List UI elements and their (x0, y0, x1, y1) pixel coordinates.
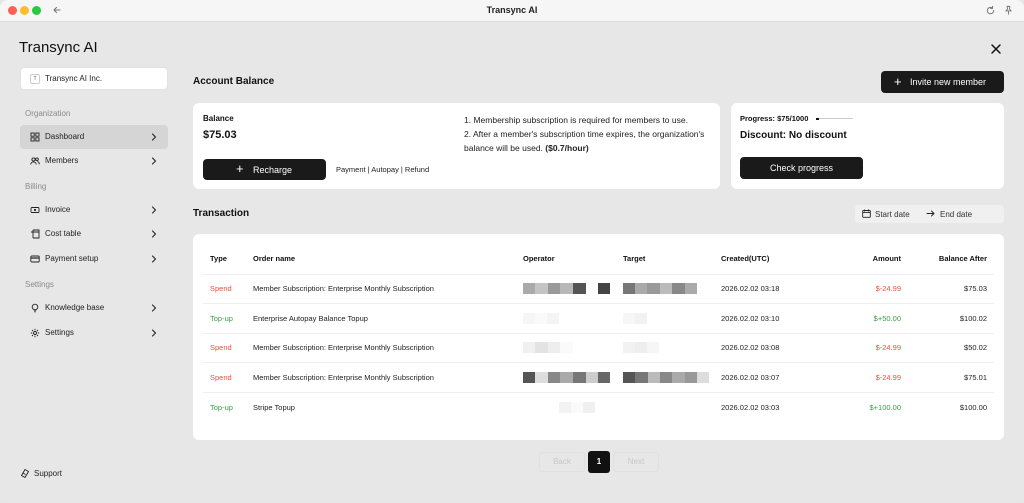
row-target-redacted (623, 304, 721, 334)
row-operator-redacted (523, 274, 623, 304)
title-bar (0, 0, 1024, 22)
members-icon (30, 156, 40, 166)
progress-bar-fill (816, 118, 819, 120)
sidebar-item-settings[interactable] (20, 321, 168, 345)
progress-card (731, 103, 1004, 189)
organization-selector[interactable] (20, 67, 168, 90)
invite-member-label: Invite new member (910, 77, 987, 87)
card-icon (30, 254, 40, 264)
row-order-name: Stripe Topup (253, 392, 523, 422)
support-icon (20, 468, 30, 478)
table-row (203, 274, 994, 304)
support-label: Support (34, 469, 63, 478)
row-amount: $-24.99 (821, 333, 901, 363)
sidebar-item-cost-table[interactable] (20, 222, 168, 246)
org-name: Transync AI Inc. (45, 74, 103, 83)
recharge-button[interactable] (203, 159, 326, 180)
sidebar-item-invoice[interactable] (20, 198, 168, 222)
row-balance-after: $75.01 (901, 363, 994, 393)
row-target-redacted (623, 363, 721, 393)
row-target-redacted (623, 333, 721, 363)
transaction-heading: Transaction (193, 208, 250, 219)
row-order-name: Member Subscription: Enterprise Monthly Subscription (253, 333, 523, 363)
col-operator: Operator (523, 254, 555, 264)
progress-label: Progress: $75/1000 (740, 114, 809, 123)
org-badge-icon: T (30, 74, 40, 84)
table-row (203, 392, 994, 422)
chevron-right-icon (150, 303, 158, 313)
pagination-back-button[interactable]: Back (539, 452, 585, 472)
sidebar-item-label: Invoice (45, 205, 71, 214)
chevron-right-icon (150, 205, 158, 215)
invoice-icon (30, 205, 40, 215)
arrow-right-icon (926, 209, 935, 218)
col-amount: Amount (872, 254, 901, 264)
row-created: 2026.02.02 03:07 (721, 363, 821, 393)
chevron-right-icon (150, 254, 158, 264)
plus-icon: + (236, 161, 244, 176)
row-balance-after: $100.00 (901, 392, 994, 422)
col-order-name: Order name (253, 254, 296, 264)
sidebar-item-label: Settings (45, 328, 74, 337)
sidebar-item-members[interactable] (20, 149, 168, 173)
plus-icon: + (894, 74, 902, 89)
col-type: Type (210, 254, 227, 264)
row-balance-after: $50.02 (901, 333, 994, 363)
close-icon[interactable] (989, 42, 1003, 56)
sidebar-item-label: Cost table (45, 229, 82, 238)
payment-links[interactable]: Payment | Autopay | Refund (336, 165, 430, 174)
section-label-organization: Organization (25, 109, 71, 118)
table-row (203, 304, 994, 334)
row-target-redacted (623, 274, 721, 304)
row-created: 2026.02.02 03:03 (721, 392, 821, 422)
progress-bar (816, 118, 853, 119)
row-target-redacted (623, 392, 721, 422)
row-operator-redacted (523, 392, 623, 422)
row-type: Top-up (203, 304, 253, 334)
row-order-name: Enterprise Autopay Balance Topup (253, 304, 523, 334)
cost-table-icon (30, 229, 40, 239)
chevron-right-icon (150, 229, 158, 239)
transaction-table-card (193, 234, 1004, 440)
row-operator-redacted (523, 304, 623, 334)
discount-label: Discount: No discount (740, 130, 847, 141)
row-amount: $+50.00 (821, 304, 901, 334)
row-type: Top-up (203, 392, 253, 422)
pagination (539, 451, 659, 473)
recharge-label: Recharge (253, 165, 293, 175)
row-balance-after: $100.02 (901, 304, 994, 334)
support-link[interactable] (20, 467, 100, 481)
balance-value: $75.03 (203, 129, 237, 141)
col-balance-after: Balance After (938, 254, 987, 264)
row-order-name: Member Subscription: Enterprise Monthly Subscription (253, 274, 523, 304)
note-2-text: 2. After a member's subscription time expires, the organization's balance will be used. (464, 129, 705, 153)
row-amount: $+100.00 (821, 392, 901, 422)
pagination-page-current[interactable]: 1 (588, 451, 610, 473)
window-title: Transync AI (486, 5, 538, 15)
row-balance-after: $75.03 (901, 274, 994, 304)
chevron-right-icon (150, 328, 158, 338)
membership-notes (464, 113, 714, 155)
dashboard-icon (30, 132, 40, 142)
sidebar-item-label: Dashboard (45, 132, 85, 141)
row-type: Spend (203, 274, 253, 304)
row-amount: $-24.99 (821, 363, 901, 393)
table-row (203, 363, 994, 393)
sidebar-item-knowledge-base[interactable] (20, 296, 168, 320)
gear-icon (30, 328, 40, 338)
section-label-settings: Settings (25, 280, 54, 289)
chevron-right-icon (150, 156, 158, 166)
pin-icon[interactable] (1003, 5, 1014, 16)
row-order-name: Member Subscription: Enterprise Monthly Subscription (253, 363, 523, 393)
row-created: 2026.02.02 03:10 (721, 304, 821, 334)
col-created: Created(UTC) (721, 254, 770, 264)
pagination-next-button[interactable]: Next (613, 452, 659, 472)
sidebar-item-label: Knowledge base (45, 303, 105, 312)
invite-member-button[interactable] (881, 71, 1004, 93)
date-range-picker[interactable] (855, 205, 1004, 223)
row-created: 2026.02.02 03:08 (721, 333, 821, 363)
note-1: 1. Membership subscription is required for members to use. (464, 115, 688, 125)
note-2 (464, 127, 714, 155)
chevron-right-icon (150, 132, 158, 142)
row-amount: $-24.99 (821, 274, 901, 304)
account-balance-heading: Account Balance (193, 76, 275, 87)
sidebar-item-label: Payment setup (45, 254, 99, 263)
row-type: Spend (203, 333, 253, 363)
sidebar-item-dashboard[interactable] (20, 125, 168, 149)
table-row (203, 333, 994, 363)
sidebar-item-payment-setup[interactable] (20, 247, 168, 271)
note-2-rate: ($0.7/hour) (545, 143, 589, 153)
bulb-icon (30, 303, 40, 313)
sidebar (0, 22, 180, 503)
row-created: 2026.02.02 03:18 (721, 274, 821, 304)
end-date-input[interactable]: End date (940, 210, 973, 219)
balance-label: Balance (203, 114, 234, 123)
row-type: Spend (203, 363, 253, 393)
table-header-row (203, 244, 994, 274)
section-label-billing: Billing (25, 182, 47, 191)
col-target: Target (623, 254, 646, 264)
refresh-icon[interactable] (985, 5, 996, 16)
brand-title: Transync AI (19, 39, 98, 56)
check-progress-button[interactable]: Check progress (740, 157, 863, 179)
transaction-table (203, 244, 994, 422)
balance-card (193, 103, 720, 189)
row-operator-redacted (523, 333, 623, 363)
start-date-input[interactable]: Start date (875, 210, 910, 219)
row-operator-redacted (523, 363, 623, 393)
calendar-icon (862, 209, 871, 218)
sidebar-item-label: Members (45, 156, 79, 165)
